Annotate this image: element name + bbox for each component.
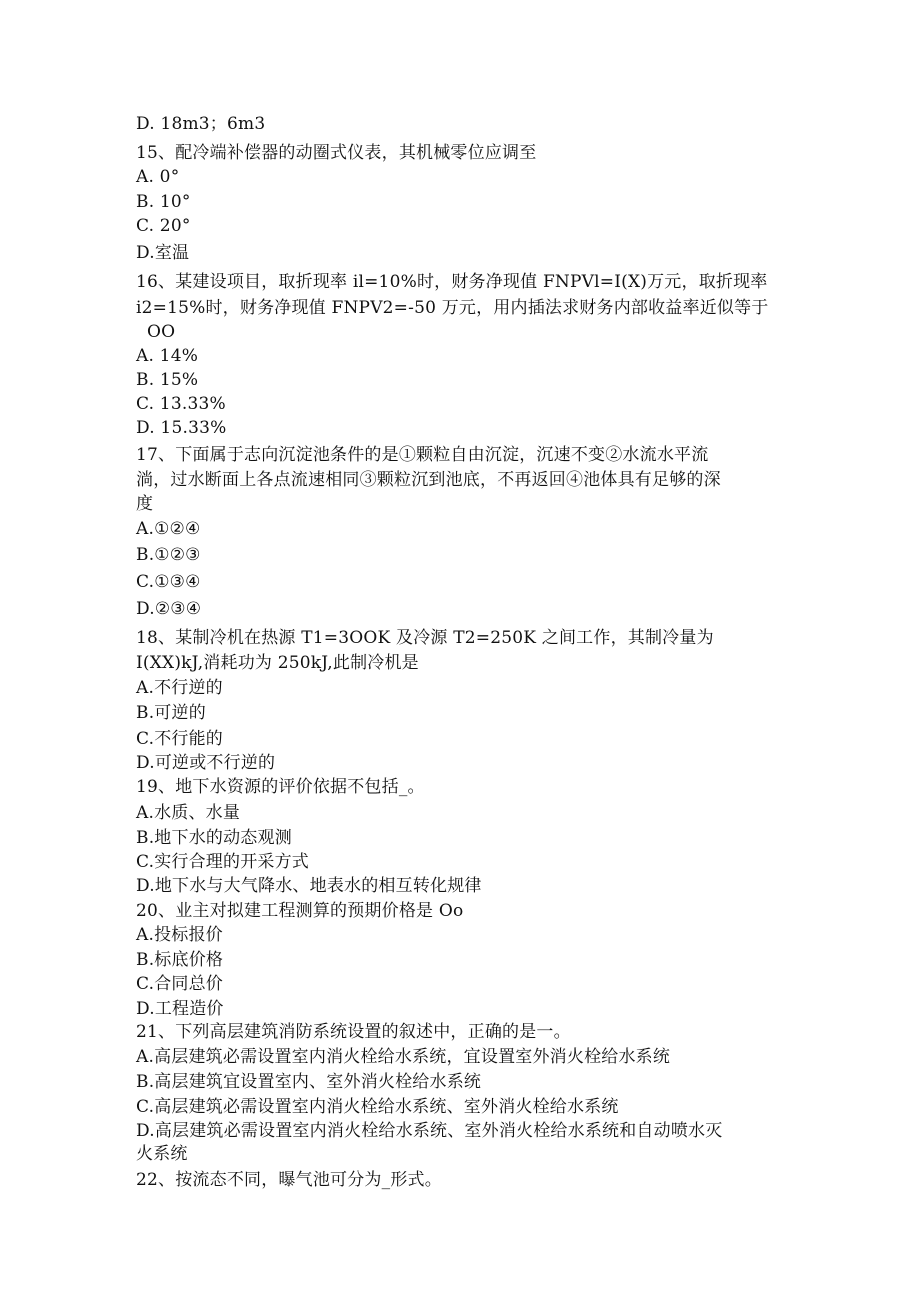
- text-line: A.①②④: [136, 519, 201, 539]
- text-line: C. 20°: [136, 216, 191, 236]
- text-line: B.①②③: [136, 545, 201, 565]
- text-line: A.不行逆的: [136, 678, 223, 698]
- text-line: C. 13.33%: [136, 394, 226, 414]
- text-line: B.标底价格: [136, 950, 224, 970]
- text-line: I(XX)kJ,消耗功为 250kJ,此制冷机是: [136, 653, 419, 673]
- text-line: A.高层建筑必需设置室内消火栓给水系统，宜设置室外消火栓给水系统: [136, 1047, 671, 1067]
- text-line: C.合同总价: [136, 974, 224, 994]
- text-line: D.室温: [136, 243, 190, 263]
- text-line: D.地下水与大气降水、地表水的相互转化规律: [136, 876, 482, 896]
- text-line: 20、业主对拟建工程测算的预期价格是 Oo: [136, 901, 464, 921]
- text-line: 21、下列高层建筑消防系统设置的叙述中，正确的是一。: [136, 1022, 571, 1042]
- text-line: D. 15.33%: [136, 418, 227, 438]
- text-line: i2=15%时，财务净现值 FNPV2=-50 万元，用内插法求财务内部收益率近似等于: [136, 298, 769, 318]
- text-line: 淌，过水断面上各点流速相同③颗粒沉到池底，不再返回④池体具有足够的深: [136, 470, 721, 490]
- text-line: 17、下面属于志向沉淀池条件的是①颗粒自由沉淀，沉速不变②水流水平流: [136, 445, 709, 465]
- text-line: D.可逆或不行逆的: [136, 753, 276, 773]
- text-line: 22、按流态不同，曝气池可分为_形式。: [136, 1170, 442, 1190]
- text-line: 15、配冷端补偿器的动圈式仪表，其机械零位应调至: [136, 143, 537, 163]
- text-line: B. 15%: [136, 370, 199, 390]
- text-line: D.高层建筑必需设置室内消火栓给水系统、室外消火栓给水系统和自动喷水灭: [136, 1121, 723, 1141]
- text-line: 16、某建设项目，取折现率 il=10%时，财务净现值 FNPVl=I(X)万元，取折现率: [136, 272, 768, 292]
- text-line: D. 18m3；6m3: [136, 114, 266, 134]
- text-line: 度: [136, 494, 154, 514]
- text-line: A.水质、水量: [136, 803, 241, 823]
- text-line: D.②③④: [136, 599, 202, 619]
- text-line: 18、某制冷机在热源 T1=3OOK 及冷源 T2=250K 之间工作，其制冷量为: [136, 628, 714, 648]
- text-line: C.高层建筑必需设置室内消火栓给水系统、室外消火栓给水系统: [136, 1097, 619, 1117]
- text-line: B.地下水的动态观测: [136, 828, 292, 848]
- text-line: C.不行能的: [136, 729, 224, 749]
- text-line: D.工程造价: [136, 999, 224, 1019]
- text-line: B.可逆的: [136, 703, 206, 723]
- text-line: 19、地下水资源的评价依据不包括_。: [136, 777, 425, 797]
- text-line: A. 0°: [136, 167, 180, 187]
- text-line: A.投标报价: [136, 925, 223, 945]
- text-line: C.实行合理的开采方式: [136, 852, 310, 872]
- text-line: B. 10°: [136, 192, 191, 212]
- text-line: B.高层建筑宜设置室内、室外消火栓给水系统: [136, 1072, 482, 1092]
- text-line: OO: [147, 322, 176, 342]
- text-line: C.①③④: [136, 572, 201, 592]
- text-line: A. 14%: [136, 346, 199, 366]
- text-line: 火系统: [136, 1144, 188, 1164]
